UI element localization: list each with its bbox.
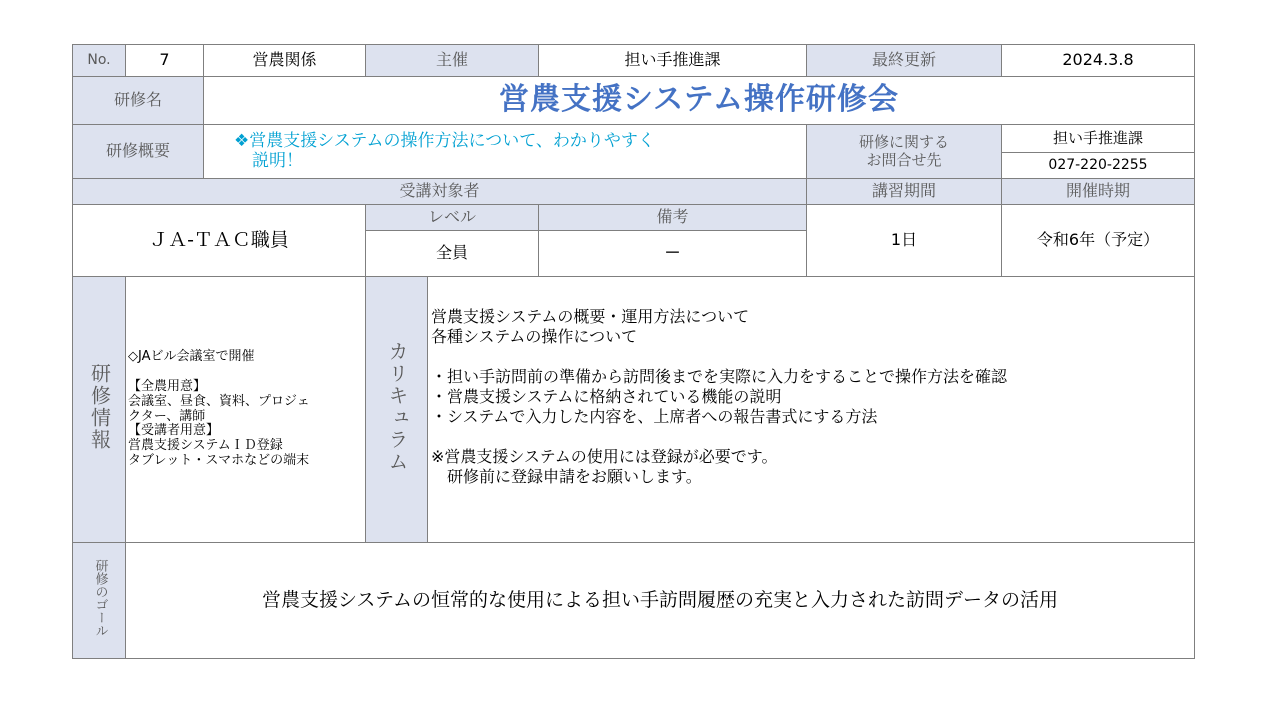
overview-label: 研修概要 bbox=[73, 125, 204, 179]
updated-label: 最終更新 bbox=[807, 45, 1002, 77]
goal-label-cell bbox=[73, 543, 126, 659]
venue-line: 【全農用意】 bbox=[128, 378, 207, 394]
curriculum-label: カリキュラム bbox=[385, 341, 409, 474]
contact-label bbox=[807, 125, 1002, 179]
course-title: 営農支援システム操作研修会 bbox=[204, 77, 1195, 125]
overview-line-2: 説明！ bbox=[252, 150, 303, 171]
target-value: ＪＡ-ＴＡＣ職員 bbox=[73, 205, 366, 277]
level-label: レベル bbox=[366, 205, 539, 231]
info-label-cell bbox=[73, 277, 126, 543]
venue-line: 【受講者用意】 bbox=[128, 423, 220, 439]
venue-line: クター、講師 bbox=[128, 408, 206, 424]
contact-phone: 027-220-2255 bbox=[1002, 153, 1195, 179]
updated-value: 2024.3.8 bbox=[1002, 45, 1195, 77]
curriculum-content bbox=[428, 277, 1195, 543]
host-label: 主催 bbox=[366, 45, 539, 77]
curriculum-line: ・システムで入力した内容を、上席者への報告書式にする方法 bbox=[431, 407, 878, 426]
curriculum-line: 営農支援システムの概要・運用方法について bbox=[431, 307, 750, 326]
remarks-label: 備考 bbox=[539, 205, 807, 231]
overview-text bbox=[204, 125, 807, 179]
curriculum-line: ・担い手訪問前の準備から訪問後までを実際に入力をすることで操作方法を確認 bbox=[431, 367, 1008, 386]
curriculum-line bbox=[431, 347, 1194, 367]
curriculum-line bbox=[431, 427, 1194, 447]
venue-line: タブレット・スマホなどの端末 bbox=[128, 453, 310, 469]
curriculum-line: ※営農支援システムの使用には登録が必要です。 bbox=[431, 447, 778, 466]
curriculum-line: 研修前に登録申請をお願いします。 bbox=[431, 467, 702, 486]
target-label: 受講対象者 bbox=[73, 179, 807, 205]
no-value: 7 bbox=[126, 45, 204, 77]
contact-label-line-1: 研修に関する bbox=[858, 133, 949, 152]
info-label: 研修情報 bbox=[87, 363, 112, 452]
goal-label: 研修のゴール bbox=[92, 559, 108, 638]
category-value: 営農関係 bbox=[204, 45, 366, 77]
period-label: 講習期間 bbox=[807, 179, 1002, 205]
level-value: 全員 bbox=[366, 231, 539, 277]
venue-info bbox=[126, 277, 366, 543]
timing-value: 令和6年（予定） bbox=[1002, 205, 1195, 277]
training-sheet bbox=[72, 44, 1195, 659]
remarks-value: － bbox=[539, 231, 807, 277]
host-value: 担い手推進課 bbox=[539, 45, 807, 77]
venue-line: 営農支援システムＩＤ登録 bbox=[128, 438, 283, 454]
contact-dept: 担い手推進課 bbox=[1002, 125, 1195, 153]
curriculum-label-cell bbox=[366, 277, 428, 543]
course-name-label: 研修名 bbox=[73, 77, 204, 125]
venue-line: 会議室、昼食、資料、プロジェ bbox=[128, 393, 310, 409]
period-value: 1日 bbox=[807, 205, 1002, 277]
timing-label: 開催時期 bbox=[1002, 179, 1195, 205]
curriculum-line: ・営農支援システムに格納されている機能の説明 bbox=[431, 387, 782, 406]
no-label: No. bbox=[73, 45, 126, 77]
curriculum-line: 各種システムの操作について bbox=[431, 327, 638, 346]
goal-value: 営農支援システムの恒常的な使用による担い手訪問履歴の充実と入力された訪問データの活用 bbox=[126, 543, 1195, 659]
venue-line: ◇JAビル会議室で開催 bbox=[128, 348, 255, 364]
contact-label-line-2: お問合せ先 bbox=[866, 150, 942, 169]
overview-line-1: ❖営農支援システムの操作方法について、わかりやすく bbox=[234, 130, 655, 151]
venue-line bbox=[128, 365, 365, 380]
